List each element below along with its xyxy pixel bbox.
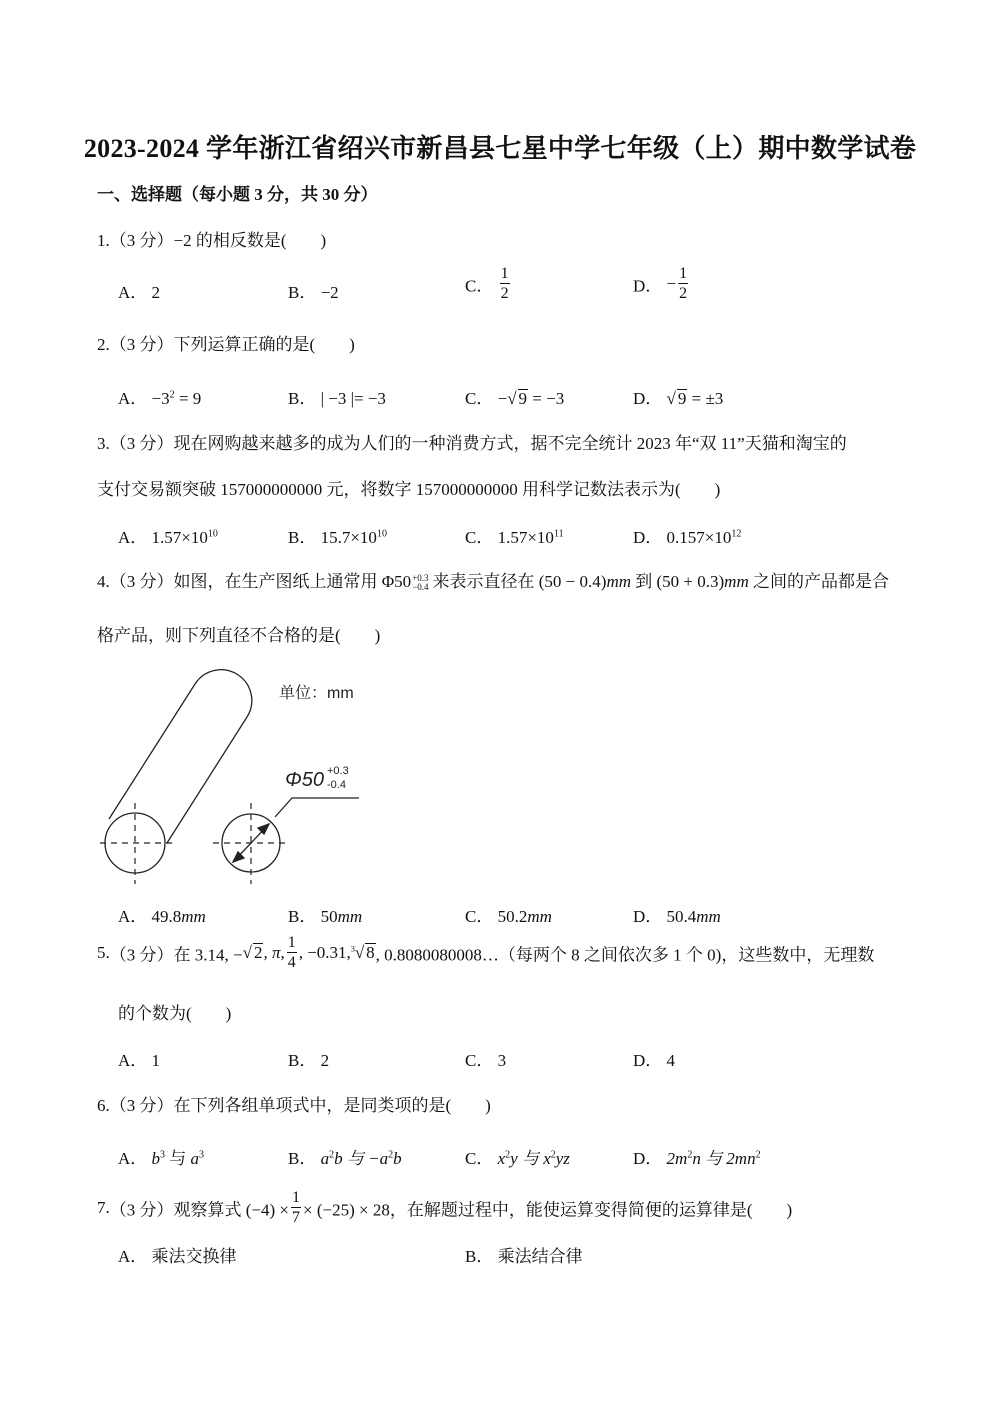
- option-expr: −3: [151, 389, 170, 408]
- question-text: × (−25) × 28，在解题过程中，能使运算变得简便的运算律是(: [303, 1200, 753, 1220]
- question-text: , π,: [263, 943, 285, 962]
- leader-line: [275, 798, 359, 817]
- option-text: 4: [666, 1051, 676, 1070]
- variable: n 与 2mn: [692, 1149, 756, 1168]
- option-label: C．: [465, 389, 494, 408]
- question-score: （3 分）: [109, 1200, 174, 1220]
- cylinder-figure: [97, 662, 397, 888]
- question-text: 现在网购越来越多的成为人们的一种消费方式，据不完全统计 2023 年“双 11”天猫和淘宝的: [173, 434, 847, 453]
- question-text: 在下列各组单项式中，是同类项的是(: [173, 1096, 452, 1115]
- exponent: 2: [169, 389, 175, 401]
- fraction-numerator: 1: [679, 265, 688, 282]
- unit: mm: [527, 907, 552, 926]
- option-value: 50.2: [497, 907, 528, 926]
- variable: b: [151, 1149, 161, 1168]
- option-label: D．: [633, 389, 663, 408]
- exponent: 11: [553, 528, 564, 540]
- question-4-option-d[interactable]: [633, 902, 721, 927]
- option-text: 1: [151, 1051, 161, 1070]
- fraction-denominator: 2: [679, 285, 688, 302]
- question-2-option-d[interactable]: [633, 384, 723, 409]
- unit: mm: [696, 907, 721, 926]
- option-text: −2: [320, 283, 339, 302]
- option-label: B．: [465, 1247, 494, 1266]
- question-number: 6.: [97, 1096, 110, 1115]
- tolerance-upper: +0.3: [412, 573, 429, 584]
- question-2-option-b[interactable]: [288, 384, 386, 409]
- question-text: 的个数为(: [118, 1004, 192, 1023]
- radicand: 9: [518, 389, 528, 408]
- fraction-denominator: 2: [500, 285, 509, 302]
- answer-blank: ): [340, 626, 381, 645]
- exponent: 2: [755, 1149, 761, 1161]
- exponent: 2: [505, 1149, 511, 1161]
- option-expr: 0.157×10: [666, 528, 732, 547]
- unit: mm: [724, 572, 749, 591]
- unit: mm: [337, 907, 363, 926]
- question-text: 格产品，则下列直径不合格的是(: [97, 626, 341, 645]
- radical-sign: √: [354, 943, 365, 962]
- question-number: 5.: [97, 943, 110, 962]
- question-score: （3 分）: [109, 572, 174, 591]
- question-1-option-d[interactable]: [633, 266, 690, 302]
- question-5-option-c[interactable]: [465, 1046, 506, 1071]
- question-score: （3 分）: [109, 945, 174, 965]
- question-text: 在 3.14, −: [173, 945, 243, 965]
- cylinder-body: [109, 670, 252, 843]
- question-number: 3.: [97, 434, 110, 453]
- option-expr: = ±3: [687, 389, 724, 408]
- fraction-denominator: 4: [287, 954, 296, 971]
- question-6-option-a[interactable]: [118, 1144, 204, 1169]
- exponent: 2: [388, 1149, 394, 1161]
- variable: b: [393, 1149, 402, 1168]
- option-text: 2: [151, 283, 161, 302]
- fraction-numerator: 1: [287, 934, 296, 951]
- dimension-label: Φ50: [285, 769, 324, 791]
- option-label: A．: [118, 1149, 148, 1168]
- option-value: 49.8: [151, 907, 182, 926]
- root-index: 3: [350, 944, 355, 954]
- question-3-option-c[interactable]: [465, 523, 564, 548]
- question-7-option-a[interactable]: [118, 1242, 237, 1267]
- fraction: [500, 266, 510, 302]
- fraction-numerator: 1: [500, 265, 509, 282]
- exponent: 2: [329, 1149, 335, 1161]
- option-label: C．: [465, 1149, 494, 1168]
- unit: mm: [606, 572, 631, 591]
- option-label: A．: [118, 389, 148, 408]
- question-text: , 0.8080080008…（每两个 8 之间依次多 1 个 0)，这些数中，无理数: [375, 945, 875, 965]
- radicand: 9: [677, 389, 687, 408]
- option-label: B．: [288, 389, 317, 408]
- question-2-option-c[interactable]: [465, 384, 564, 409]
- question-number: 4.: [97, 572, 110, 591]
- question-text: 支付交易额突破 157000000000 元，将数字 157000000000 用科学记数法表示为(: [97, 480, 681, 499]
- variable: a: [379, 1149, 389, 1168]
- question-1-option-c[interactable]: [465, 266, 512, 302]
- exponent: 2: [550, 1149, 556, 1161]
- option-expr: 1.57×10: [497, 528, 554, 547]
- answer-blank: ): [191, 1004, 232, 1023]
- exponent: 2: [687, 1149, 693, 1161]
- question-5-option-d[interactable]: [633, 1046, 675, 1071]
- question-3-option-b[interactable]: [288, 523, 387, 548]
- option-text: 乘法交换律: [151, 1247, 237, 1266]
- section-heading: 一、选择题（每小题 3 分，共 30 分）: [97, 185, 378, 204]
- option-text: 乘法结合律: [497, 1247, 583, 1266]
- question-3-option-a[interactable]: [118, 523, 218, 548]
- question-number: 7.: [97, 1198, 110, 1217]
- fraction: [287, 935, 297, 971]
- option-label: D．: [633, 907, 663, 926]
- fraction-numerator: 1: [292, 1189, 300, 1206]
- option-expr: 1.57×10: [151, 528, 208, 547]
- question-3-stem-line-1: [97, 429, 847, 454]
- option-text: 3: [497, 1051, 507, 1070]
- question-4-stem-line-2: [97, 621, 380, 646]
- radical-sign: √: [507, 389, 517, 408]
- dimension-upper-tolerance: +0.3: [327, 765, 349, 777]
- option-label: A．: [118, 1247, 148, 1266]
- question-text: −2 的相反数是(: [173, 231, 287, 250]
- fraction: [678, 266, 688, 302]
- question-4-option-c[interactable]: [465, 902, 552, 927]
- option-expr: = −3: [528, 389, 565, 408]
- exponent: 10: [376, 528, 387, 540]
- option-text: 2: [320, 1051, 330, 1070]
- question-text: 到 (50 + 0.3): [635, 572, 725, 591]
- variable: x: [543, 1149, 551, 1168]
- question-7-option-b[interactable]: [465, 1242, 583, 1267]
- option-label: B．: [288, 907, 317, 926]
- radicand: 2: [253, 943, 263, 962]
- option-label: C．: [465, 276, 494, 296]
- option-label: A．: [118, 1051, 148, 1070]
- question-number: 1.: [97, 231, 110, 250]
- variable: b 与 −: [334, 1149, 380, 1168]
- option-label: A．: [118, 283, 148, 302]
- question-score: （3 分）: [109, 231, 174, 250]
- question-3-stem-line-2: [97, 475, 720, 500]
- question-score: （3 分）: [109, 434, 174, 453]
- variable: a: [320, 1149, 330, 1168]
- answer-blank: ): [752, 1200, 793, 1220]
- question-score: （3 分）: [109, 1096, 174, 1115]
- option-label: D．: [633, 528, 663, 547]
- option-value: 50.4: [666, 907, 697, 926]
- question-number: 2.: [97, 335, 110, 354]
- exponent: 10: [207, 528, 218, 540]
- answer-blank: ): [451, 1096, 491, 1115]
- variable: y 与: [510, 1149, 544, 1168]
- dimension-lower-tolerance: -0.4: [327, 779, 346, 791]
- question-text: 如图，在生产图纸上通常用 Φ50: [173, 572, 412, 591]
- option-label: A．: [118, 528, 148, 547]
- option-label: C．: [465, 907, 494, 926]
- question-4-stem-line-1: [97, 567, 889, 592]
- question-2-option-a[interactable]: [118, 384, 201, 409]
- question-4-option-b[interactable]: [288, 902, 362, 927]
- question-6-option-d[interactable]: [633, 1144, 761, 1169]
- fraction: [291, 1190, 301, 1226]
- exponent: 12: [731, 528, 742, 540]
- question-5-option-b[interactable]: [288, 1046, 329, 1071]
- option-label: B．: [288, 1149, 317, 1168]
- option-label: C．: [465, 528, 494, 547]
- option-label: D．: [633, 1051, 663, 1070]
- question-5-stem-line-1: [97, 935, 874, 971]
- radical-sign: √: [666, 389, 676, 408]
- tolerance-lower: −0.4: [412, 582, 429, 593]
- variable: x: [497, 1149, 506, 1168]
- option-expr: = 9: [174, 389, 202, 408]
- question-1-option-b[interactable]: [288, 278, 339, 303]
- variable: yz: [555, 1149, 570, 1168]
- question-text: , −0.31,: [298, 943, 351, 962]
- fraction-denominator: 7: [292, 1209, 300, 1226]
- variable: a: [190, 1149, 200, 1168]
- option-value: 50: [320, 907, 338, 926]
- option-label: D．: [633, 1149, 663, 1168]
- minus-sign: −: [666, 274, 677, 293]
- exam-title: 2023-2024 学年浙江省绍兴市新昌县七星中学七年级（上）期中数学试卷: [83, 134, 917, 163]
- option-expr: 15.7×10: [320, 528, 377, 547]
- question-6-option-b[interactable]: [288, 1144, 402, 1169]
- option-label: B．: [288, 283, 317, 302]
- question-1-stem: [97, 226, 326, 251]
- question-5-stem-line-2: [118, 999, 231, 1024]
- question-text: 下列运算正确的是(: [173, 335, 316, 354]
- option-text: | −3 |= −3: [320, 389, 386, 408]
- exponent: 3: [199, 1149, 205, 1161]
- question-text: 来表示直径在 (50 − 0.4): [432, 572, 607, 591]
- question-2-stem: [97, 330, 355, 355]
- radical-sign: √: [242, 943, 252, 962]
- question-4-option-a[interactable]: [118, 902, 206, 927]
- option-label: A．: [118, 907, 148, 926]
- option-label: D．: [633, 276, 663, 296]
- exponent: 3: [160, 1149, 166, 1161]
- question-6-stem: [97, 1091, 491, 1116]
- question-3-option-d[interactable]: [633, 523, 741, 548]
- answer-blank: ): [286, 231, 327, 250]
- question-7-stem: [97, 1190, 792, 1226]
- unit: mm: [181, 907, 206, 926]
- radicand: 8: [366, 943, 375, 962]
- option-label: B．: [288, 1051, 317, 1070]
- answer-blank: ): [680, 480, 721, 499]
- question-text: 观察算式 (−4) ×: [173, 1200, 289, 1220]
- option-label: C．: [465, 1051, 494, 1070]
- answer-blank: ): [315, 335, 355, 354]
- connector: 与: [165, 1149, 191, 1168]
- question-score: （3 分）: [109, 335, 174, 354]
- variable: 2m: [666, 1149, 688, 1168]
- option-label: B．: [288, 528, 317, 547]
- question-5-option-a[interactable]: [118, 1046, 160, 1071]
- tolerance: [412, 574, 428, 592]
- question-6-option-c[interactable]: [465, 1144, 570, 1169]
- option-expr: −: [497, 389, 508, 408]
- question-text: 之间的产品都是合: [752, 572, 889, 591]
- question-1-option-a[interactable]: [118, 278, 160, 303]
- unit-label: 单位：mm: [279, 685, 354, 702]
